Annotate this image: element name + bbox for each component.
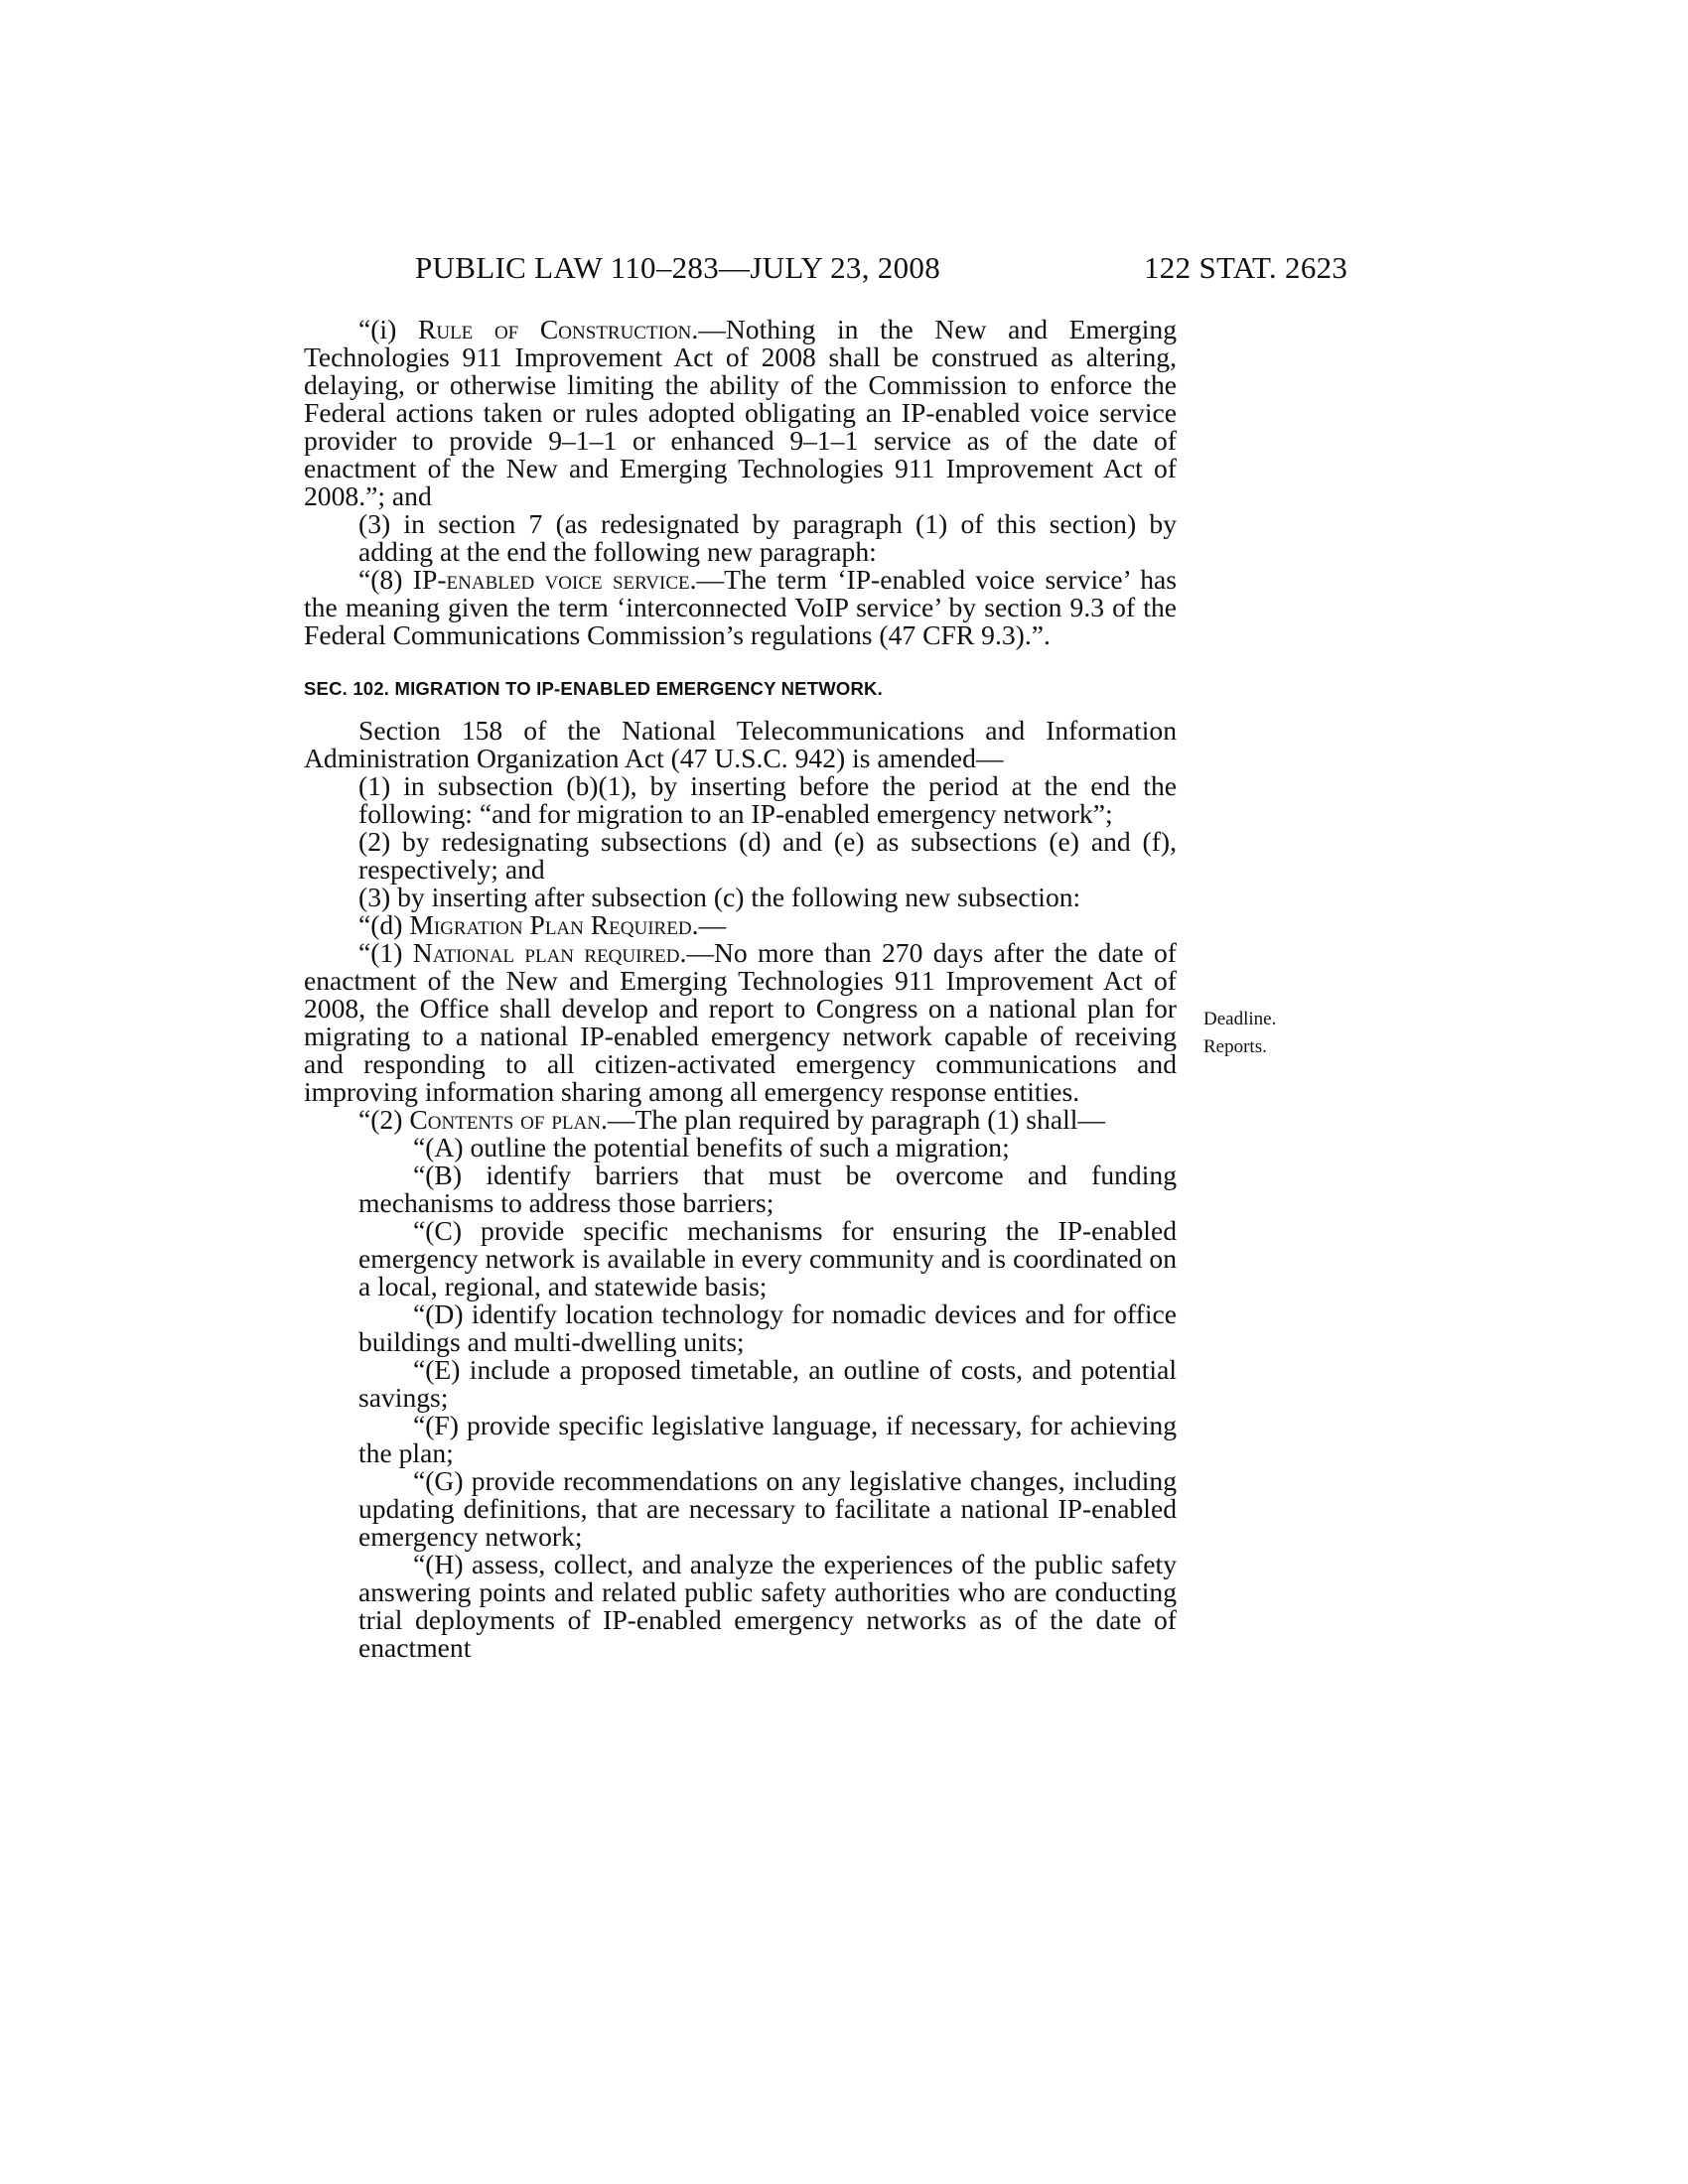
definition-8-paragraph (249, 566, 1177, 649)
paragraph-2 (249, 1106, 1177, 1134)
para1-text: .—No more than 270 days after the date of enactment of the New and Emerging Technologies 911 Improvement Act of 2008, the Office shall develop and report to Congress on a national plan for migrating to a national IP-enabled emergency network capable of receiving and responding to all citizen-activated emergency communications and improving information sharing among all emergency response entities. (304, 937, 1177, 1107)
rule-text: .—Nothing in the New and Emerging Technologies 911 Improvement Act of 2008 shall be construed as altering, delaying, or otherwise limiting the ability of the Commission to enforce the Federal actions taken or rules adopted obligating an IP-enabled voice service provider to provide 9–1–1 or enhanced 9–1–1 service as of the date of enactment of the New and Emerging Technologies 911 Improvement Act of 2008.”; and (304, 314, 1177, 511)
rule-heading: Rule of Construction (417, 314, 692, 344)
section-heading: SEC. 102. MIGRATION TO IP-ENABLED EMERGENCY NETWORK. (304, 678, 883, 699)
para2-lead: “(2) (358, 1104, 410, 1135)
def8-text: .—The term ‘IP-enabled voice service’ has the meaning given the term ‘interconnected VoIP service’ by section 9.3 of the Federal Communications Commission’s regulations (47 CFR 9.3).”. (304, 564, 1177, 650)
rule-of-construction-paragraph (304, 316, 1177, 510)
subparagraph-c: “(C) provide specific mechanisms for ensuring the IP-enabled emergency network is available in every community and is coordinated on a local, regional, and statewide basis; (358, 1215, 1177, 1301)
para2-text: .—The plan required by paragraph (1) shall— (600, 1104, 1105, 1135)
subparagraph-d: “(D) identify location technology for nomadic devices and for office buildings and multi-dwelling units; (358, 1298, 1177, 1357)
def8-heading: IP-enabled voice service (412, 564, 690, 595)
subparagraph-g: “(G) provide recommendations on any legislative changes, including updating definitions, that are necessary to facilitate a national IP-enabled emergency network; (358, 1465, 1177, 1552)
subsec-d-lead: “(d) (358, 909, 410, 940)
margin-note-deadline: Deadline. (1203, 1009, 1277, 1029)
subsection-d-heading (304, 911, 1177, 939)
section-intro: Section 158 of the National Telecommunications and Information Administration Organization Act (47 U.S.C. 942) is amended— (304, 715, 1177, 773)
statute-page-number: 122 STAT. 2623 (1144, 250, 1348, 285)
document-body (304, 316, 1177, 1662)
running-header-title: PUBLIC LAW 110–283—JULY 23, 2008 (415, 250, 941, 285)
paragraph-1 (249, 939, 1177, 1106)
section-item-3: (3) by inserting after subsection (c) the following new subsection: (358, 882, 1081, 912)
def8-lead: “(8) (358, 564, 413, 595)
subsec-d-title: Migration Plan Required (409, 909, 692, 940)
para1-lead: “(1) (358, 937, 413, 968)
subparagraph-e: “(E) include a proposed timetable, an outline of costs, and potential savings; (358, 1354, 1177, 1413)
section-item-1: (1) in subsection (b)(1), by inserting before the period at the end the following: “and for migration to an IP-enabled emergency network”; (358, 770, 1177, 829)
margin-note-reports: Reports. (1203, 1036, 1267, 1057)
subparagraph-b: “(B) identify barriers that must be overcome and funding mechanisms to address those barriers; (358, 1160, 1177, 1218)
para1-heading: National plan required (412, 937, 680, 968)
para2-heading: Contents of plan (409, 1104, 601, 1135)
subsec-d-tail: .— (691, 909, 727, 940)
section-item-2: (2) by redesignating subsections (d) and (e) as subsections (e) and (f), respectively; and (358, 826, 1177, 885)
rule-lead: “(i) (358, 314, 418, 344)
subparagraph-f: “(F) provide specific legislative language, if necessary, for achieving the plan; (358, 1410, 1177, 1468)
item-3-paragraph: (3) in section 7 (as redesignated by paragraph (1) of this section) by adding at the end the following new paragraph: (358, 508, 1177, 567)
subparagraph-h: “(H) assess, collect, and analyze the experiences of the public safety answering points and related public safety authorities who are conducting trial deployments of IP-enabled emergency networks as of the date of enactment (358, 1549, 1177, 1663)
subparagraph-a: “(A) outline the potential benefits of such a migration; (413, 1132, 1010, 1162)
